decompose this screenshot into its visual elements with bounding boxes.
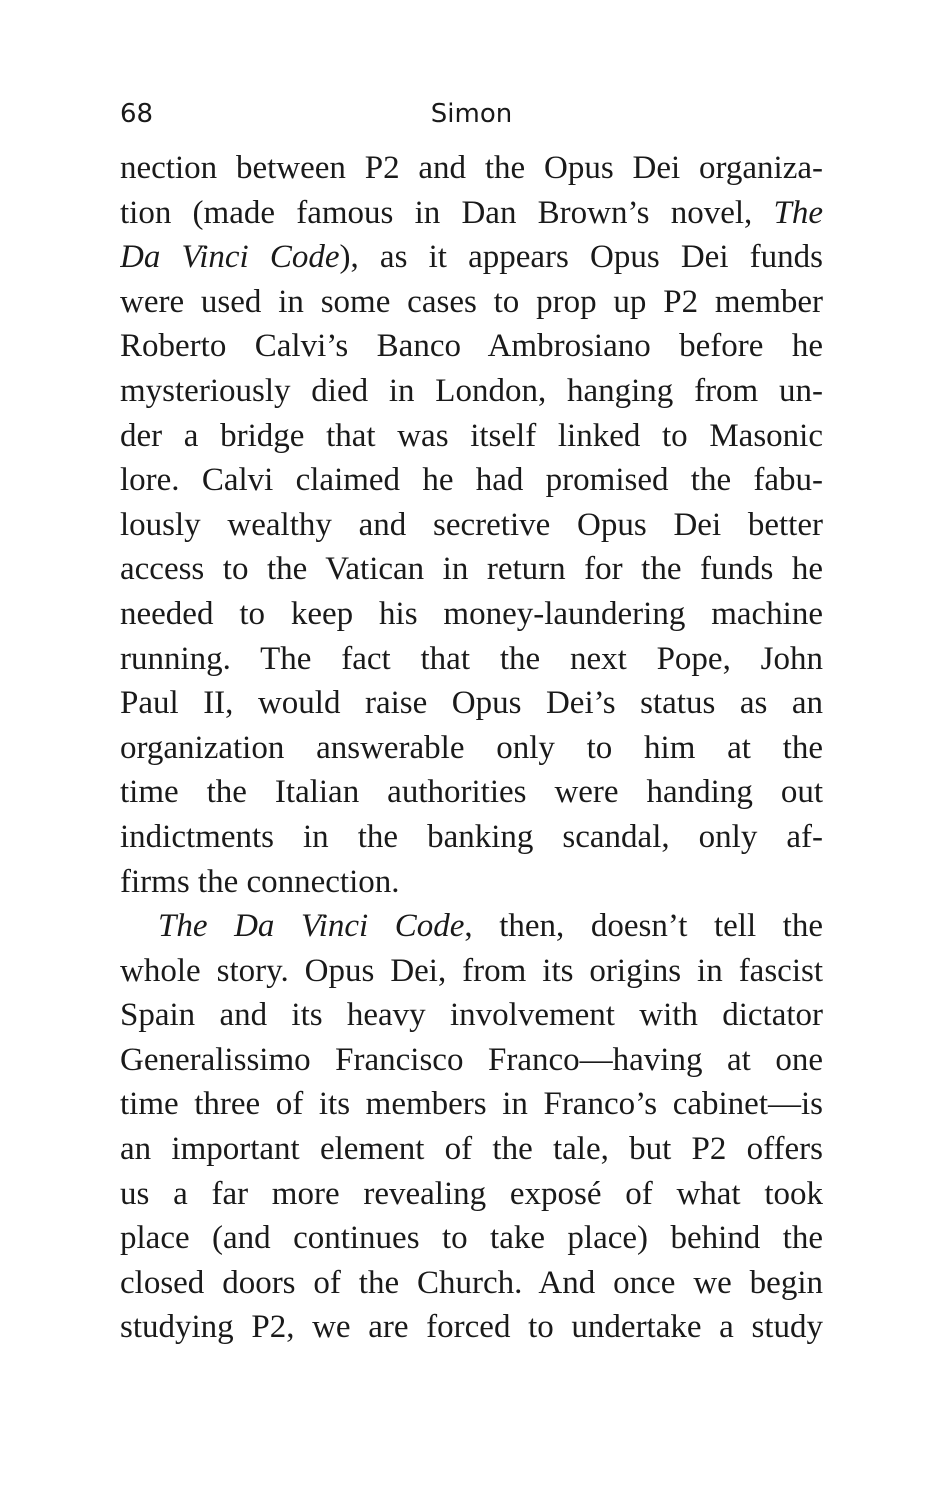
text-line: nection between P2 and the Opus Dei organiza- [120, 150, 823, 186]
running-head [120, 94, 823, 134]
text-line [120, 235, 823, 280]
text-line: Generalissimo Francisco Franco—having at one [120, 1041, 823, 1078]
text-line: an important element of the tale, but P2 offers [120, 1131, 823, 1168]
book-title-italic: Da Vinci Code [120, 239, 340, 276]
text-line: studying P2, we are forced to undertake a study [120, 1309, 823, 1346]
text-line: Paul II, would raise Opus Dei’s status as an [120, 685, 823, 722]
text-line: access to the Vatican in return for the funds he [120, 551, 823, 588]
text-line: lore. Calvi claimed he had promised the fabu- [120, 462, 823, 499]
running-head-title: Simon [430, 99, 513, 129]
text-line [120, 191, 823, 236]
text-line: organization answerable only to him at the [120, 729, 823, 766]
book-title-italic: The Da Vinci Code [158, 908, 465, 945]
text-line: Spain and its heavy involvement with dictator [120, 997, 823, 1034]
text-line: time three of its members in Franco’s cabinet—is [120, 1086, 823, 1123]
text-line: der a bridge that was itself linked to Masonic [120, 417, 823, 454]
paragraph-2 [120, 904, 823, 1350]
text-run: tion (made famous in Dan Brown’s novel, [120, 194, 774, 231]
text-line: firms the connection. [120, 863, 400, 900]
text-line: us a far more revealing exposé of what took [120, 1175, 823, 1212]
page-number: 68 [120, 99, 154, 129]
text-line: mysteriously died in London, hanging from un- [120, 372, 823, 409]
text-run: ), as it appears Opus Dei funds [339, 239, 823, 276]
text-line: Roberto Calvi’s Banco Ambrosiano before he [120, 328, 823, 365]
text-line: whole story. Opus Dei, from its origins in fascist [120, 952, 823, 989]
text-line: lously wealthy and secretive Opus Dei better [120, 506, 823, 543]
text-line [120, 904, 823, 949]
paragraph-1 [120, 146, 823, 904]
text-line: closed doors of the Church. And once we begin [120, 1264, 823, 1301]
text-line: place (and continues to take place) behind the [120, 1220, 823, 1257]
text-line: indictments in the banking scandal, only af- [120, 818, 823, 855]
body-text [120, 146, 823, 1350]
text-line: running. The fact that the next Pope, John [120, 640, 823, 677]
text-line: time the Italian authorities were handing out [120, 774, 823, 811]
text-line: were used in some cases to prop up P2 member [120, 283, 823, 320]
book-title-italic: The [773, 194, 823, 231]
text-run: , then, doesn’t tell the [464, 908, 823, 945]
text-line: needed to keep his money-laundering machine [120, 595, 823, 632]
